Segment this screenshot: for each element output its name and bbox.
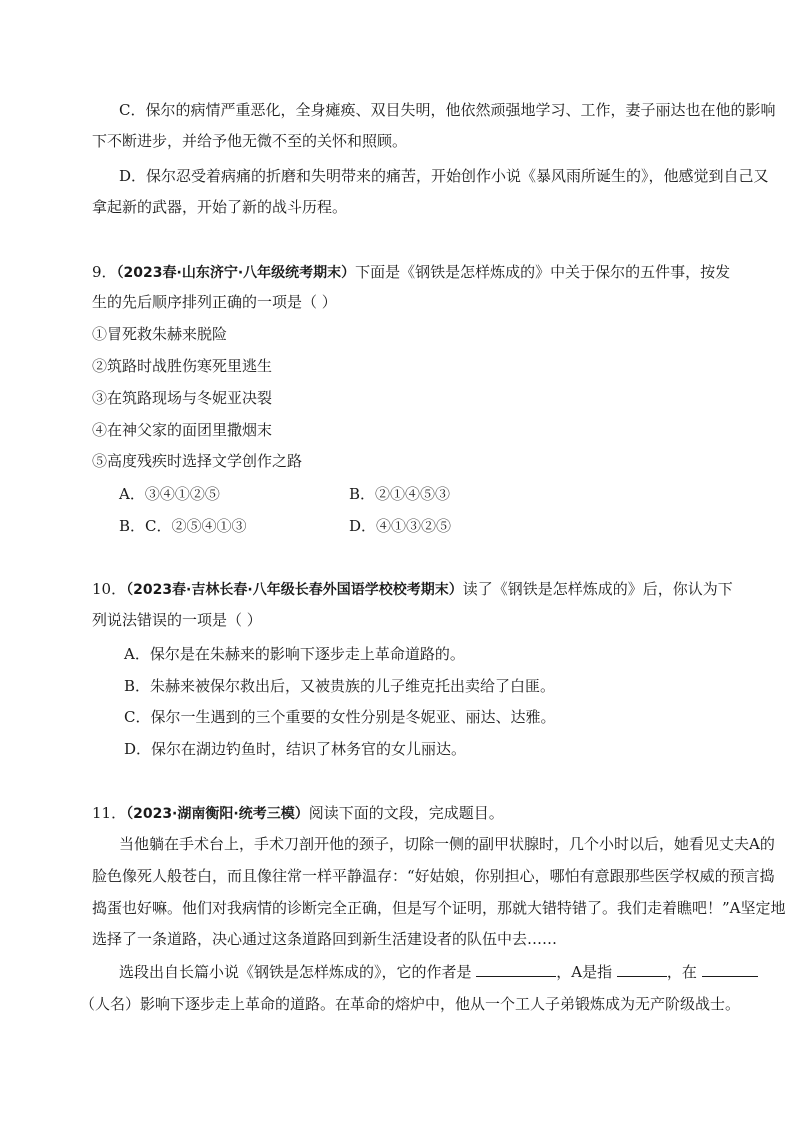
q10-option-d: D．保尔在湖边钓鱼时，结识了林务官的女儿丽达。 (124, 740, 467, 758)
q9-item-4: ④在神父家的面团里撒烟末 (92, 421, 273, 439)
q10-stem-line2: 列说法错误的一项是（ ） (92, 611, 262, 629)
q11-passage-line4: 选择了一条道路，决心通过这条道路回到新生活建设者的队伍中去…… (92, 930, 558, 948)
q10-source: （2023春·吉林长春·八年级长春外国语学校校考期末） (126, 582, 463, 598)
q11-answer-line2: （人名）影响下逐步走上革命的道路。在革命的熔炉中，他从一个工人子弟锻炼成为无产阶级战士。 (80, 995, 741, 1013)
q8-option-c-line1: C．保尔的病情严重恶化，全身瘫痪、双目失明，他依然顽强地学习、工作，妻子丽达也在他的影响 (119, 101, 776, 119)
q11-stem-text: 阅读下面的文段，完成题目。 (308, 804, 504, 822)
q8-option-c-line2: 下不断进步，并给予他无微不至的关怀和照顾。 (92, 132, 408, 150)
q10-stem-text: 读了《钢铁是怎样炼成的》后，你认为下 (462, 580, 733, 598)
q10-option-c: C．保尔一生遇到的三个重要的女性分别是冬妮亚、丽达、达雅。 (124, 708, 556, 726)
q9-item-5: ⑤高度残疾时选择文学创作之路 (92, 452, 303, 470)
q11-answer-line1 (119, 962, 758, 982)
q9-option-b: B．②①④⑤③ (349, 485, 451, 503)
q11-answer-text2: ，A是指 (556, 963, 613, 981)
q11-answer-text3: ，在 (666, 963, 697, 981)
q11-source: （2023·湖南衡阳·统考三模） (126, 806, 309, 822)
q10-stem-line1 (92, 579, 733, 600)
q9-item-2: ②筑路时战胜伤寒死里逃生 (92, 357, 273, 375)
q11-passage-line2: 脸色像死人般苍白，而且像往常一样平静温存：“好姑娘，你别担心，哪怕有意跟那些医学权威的预言捣 (92, 867, 775, 885)
q8-option-d-line1: D．保尔忍受着病痛的折磨和失明带来的痛苦，开始创作小说《暴风雨所诞生的》，他感觉到自己又 (119, 167, 769, 185)
q11-number: 11． (92, 804, 127, 822)
q11-blank-author[interactable] (476, 962, 556, 977)
q9-item-1: ①冒死救朱赫来脱险 (92, 325, 228, 343)
q9-option-d: D．④①③②⑤ (349, 517, 452, 535)
q9-option-c: B．C．②⑤④①③ (119, 517, 247, 535)
q9-stem-line1 (92, 262, 730, 283)
q9-source: （2023春·山东济宁·八年级统考期末） (116, 265, 356, 281)
q11-stem (92, 803, 504, 824)
q11-passage-line3: 捣蛋也好嘛。他们对我病情的诊断完全正确，但是写个证明，那就大错特错了。我们走着瞧吧！”A坚定地 (92, 899, 786, 917)
q9-stem-line2: 生的先后顺序排列正确的一项是（ ） (92, 293, 337, 311)
q11-blank-a[interactable] (617, 962, 667, 977)
q10-number: 10． (92, 580, 127, 598)
q11-answer-text1: 选段出自长篇小说《钢铁是怎样炼成的》，它的作者是 (119, 963, 472, 981)
q9-option-a: A．③④①②⑤ (119, 485, 220, 503)
q10-option-b: B．朱赫来被保尔救出后，又被贵族的儿子维克托出卖给了白匪。 (124, 677, 556, 695)
q9-number: 9． (92, 263, 117, 281)
q9-stem-text: 下面是《钢铁是怎样炼成的》中关于保尔的五件事，按发 (355, 263, 731, 281)
q9-item-3: ③在筑路现场与冬妮亚决裂 (92, 389, 273, 407)
q8-option-d-line2: 拿起新的武器，开始了新的战斗历程。 (92, 198, 348, 216)
q10-option-a: A．保尔是在朱赫来的影响下逐步走上革命道路的。 (124, 645, 465, 663)
q11-passage-line1: 当他躺在手术台上，手术刀剖开他的颈子，切除一侧的副甲状腺时，几个小时以后，她看见丈夫A的 (119, 835, 775, 853)
q11-blank-person[interactable] (702, 962, 758, 977)
